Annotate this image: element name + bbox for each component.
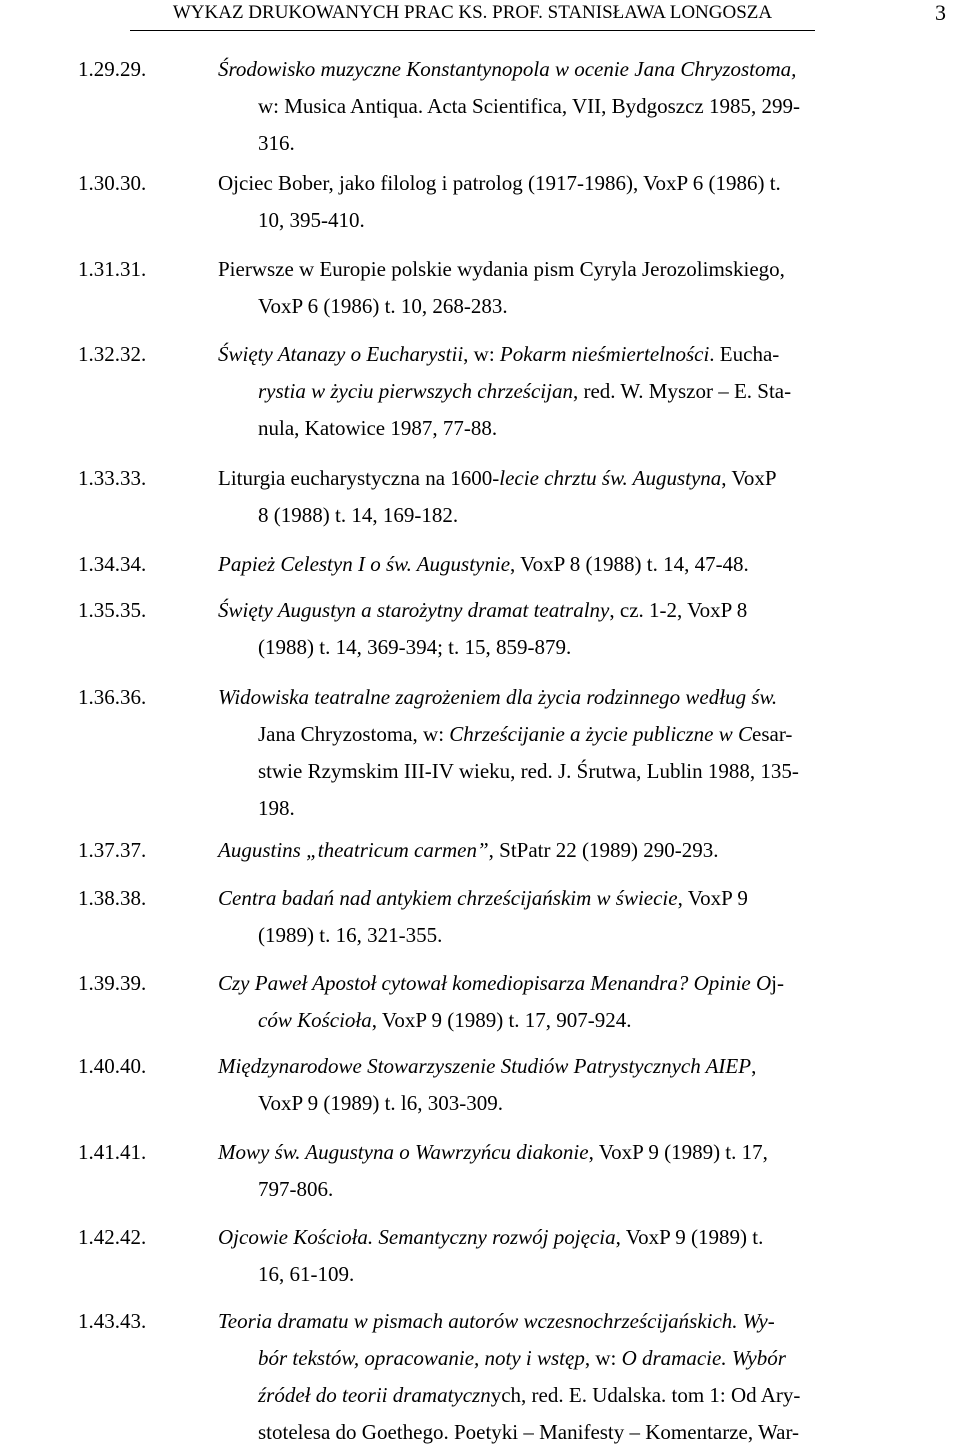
entry-line xyxy=(218,497,902,534)
entry-text xyxy=(218,1303,902,1451)
entry-line xyxy=(218,1340,902,1377)
entry-line xyxy=(218,1377,902,1414)
entry-text xyxy=(218,165,902,239)
text-segment: 8 (1988) t. 14, 169-182. xyxy=(258,503,459,527)
italic-title-segment: ców Kościoła xyxy=(258,1008,372,1032)
entry-line xyxy=(218,1048,902,1085)
text-segment: VoxP 6 (1986) t. 10, 268-283. xyxy=(258,294,508,318)
text-segment: j- xyxy=(771,971,784,995)
entry-number: 1.29.29. xyxy=(78,57,147,81)
entry-line xyxy=(218,790,902,827)
entry-line xyxy=(218,88,902,125)
italic-title-segment: Środowisko muzyczne Konstantynopola w ocenie Jana Chryzostoma, xyxy=(218,57,797,81)
italic-title-segment: Papież Celestyn I o św. Augustynie xyxy=(218,552,511,576)
entry-number: 1.41.41. xyxy=(78,1140,147,1164)
text-segment: , VoxP 8 (1988) t. 14, 47-48. xyxy=(510,552,749,576)
italic-title-segment: Widowiska teatralne zagrożeniem dla życia rodzinnego według św. xyxy=(218,685,778,709)
text-segment: (1988) t. 14, 369-394; t. 15, 859-879. xyxy=(258,635,572,659)
entry-text xyxy=(218,880,902,954)
text-segment: 316. xyxy=(258,131,295,155)
entry-line xyxy=(218,1134,902,1171)
entry-line xyxy=(218,832,902,869)
text-segment: Pierwsze w Europie polskie wydania pism Cyryla Jerozolimskiego, xyxy=(218,257,785,281)
entry-text xyxy=(218,1048,902,1122)
text-segment: . Eucha- xyxy=(709,342,780,366)
entry-text xyxy=(218,336,902,447)
entry-line xyxy=(218,1002,902,1039)
entry-line xyxy=(218,288,902,325)
text-segment: , w: xyxy=(584,1346,622,1370)
text-segment: , VoxP 9 (1989) t. 17, 907-924. xyxy=(371,1008,632,1032)
entry-line xyxy=(218,1219,902,1256)
text-segment: Ojciec Bober, jako filolog i patrolog (1917-1986), VoxP 6 (1986) t. xyxy=(218,171,781,195)
text-segment: , VoxP xyxy=(721,466,777,490)
text-segment: 10, 395-410. xyxy=(258,208,365,232)
text-segment: 198. xyxy=(258,796,295,820)
italic-title-segment: rystia w życiu pierwszych chrześcijan xyxy=(258,379,573,403)
entry-line xyxy=(218,917,902,954)
entry-line xyxy=(218,753,902,790)
entry-line xyxy=(218,460,902,497)
entry-line xyxy=(218,592,902,629)
entry-number: 1.39.39. xyxy=(78,971,147,995)
text-segment: , StPatr 22 (1989) 290-293. xyxy=(488,838,719,862)
entry-line xyxy=(218,679,902,716)
italic-title-segment: Święty Atanazy o Eucharystii xyxy=(218,342,464,366)
entry-line xyxy=(218,410,902,447)
text-segment: w: Musica Antiqua. Acta Scientifica, VII, Bydgoszcz 1985, 299- xyxy=(258,94,801,118)
text-segment: nula, Katowice 1987, 77-88. xyxy=(258,416,498,440)
text-segment: , VoxP 9 (1989) t. 17, xyxy=(588,1140,768,1164)
text-segment: ych, red. E. Udalska. tom 1: Od Ary- xyxy=(490,1383,801,1407)
text-segment: Jana Chryzostoma, w: xyxy=(258,722,450,746)
entry-text xyxy=(218,460,902,534)
entry-line xyxy=(218,880,902,917)
running-header: WYKAZ DRUKOWANYCH PRAC KS. PROF. STANISŁAWA LONGOSZA xyxy=(130,0,815,31)
entry-line xyxy=(218,202,902,239)
entry-number: 1.33.33. xyxy=(78,466,147,490)
entry-line xyxy=(218,546,902,583)
entry-text xyxy=(218,51,902,162)
italic-title-segment: Czy Paweł Apostoł cytował komediopisarza Menandra? Opinie O xyxy=(218,971,772,995)
entry-number: 1.37.37. xyxy=(78,838,147,862)
italic-title-segment: Teoria dramatu w pismach autorów wczesnochrześcijańskich. Wy- xyxy=(218,1309,775,1333)
entry-line xyxy=(218,125,902,162)
entry-line xyxy=(218,165,902,202)
page-number: 3 xyxy=(935,0,946,25)
entry-line xyxy=(218,1171,902,1208)
entry-line xyxy=(218,1085,902,1122)
italic-title-segment: Mowy św. Augustyna o Wawrzyńcu diakonie xyxy=(218,1140,589,1164)
text-segment: Liturgia eucharystyczna na 1600- xyxy=(218,466,500,490)
text-segment: , red. W. Myszor – E. Sta- xyxy=(572,379,792,403)
entry-line xyxy=(218,965,902,1002)
entry-text xyxy=(218,1134,902,1208)
text-segment: 797-806. xyxy=(258,1177,334,1201)
entry-line xyxy=(218,251,902,288)
entry-number: 1.40.40. xyxy=(78,1054,147,1078)
entry-line xyxy=(218,1414,902,1451)
text-segment: VoxP 9 (1989) t. l6, 303-309. xyxy=(258,1091,504,1115)
entry-number: 1.36.36. xyxy=(78,685,147,709)
entry-line xyxy=(218,716,902,753)
italic-title-segment: Międzynarodowe Stowarzyszenie Studiów Patrystycznych AIEP xyxy=(218,1054,752,1078)
italic-title-segment: lecie chrztu św. Augustyna xyxy=(499,466,722,490)
entry-line xyxy=(218,1256,902,1293)
text-segment: stotelesa do Goethego. Poetyki – Manifesty – Komentarze, War- xyxy=(258,1420,800,1444)
entry-number: 1.35.35. xyxy=(78,598,147,622)
italic-title-segment: Ojcowie Kościoła. Semantyczny rozwój pojęcia xyxy=(218,1225,616,1249)
entry-line xyxy=(218,1303,902,1340)
entry-text xyxy=(218,965,902,1039)
entry-text xyxy=(218,679,902,827)
italic-title-segment: Chrześcijanie a życie publiczne w C xyxy=(449,722,753,746)
italic-title-segment: Centra badań nad antykiem chrześcijańskim w świecie xyxy=(218,886,678,910)
entry-text xyxy=(218,251,902,325)
entry-line xyxy=(218,336,902,373)
entry-number: 1.30.30. xyxy=(78,171,147,195)
italic-title-segment: Augustins „theatricum carmen” xyxy=(218,838,489,862)
entry-number: 1.32.32. xyxy=(78,342,147,366)
italic-title-segment: O dramacie. Wybór xyxy=(621,1346,786,1370)
text-segment: stwie Rzymskim III-IV wieku, red. J. Śrutwa, Lublin 1988, 135- xyxy=(258,759,799,783)
entry-number: 1.43.43. xyxy=(78,1309,147,1333)
text-segment: , VoxP 9 xyxy=(677,886,748,910)
italic-title-segment: bór tekstów, opracowanie, noty i wstęp xyxy=(258,1346,585,1370)
text-segment: (1989) t. 16, 321-355. xyxy=(258,923,443,947)
entry-line xyxy=(218,373,902,410)
text-segment: esar- xyxy=(752,722,793,746)
text-segment: , xyxy=(751,1054,757,1078)
entry-number: 1.31.31. xyxy=(78,257,147,281)
italic-title-segment: Pokarm nieśmiertelności xyxy=(499,342,710,366)
text-segment: , VoxP 9 (1989) t. xyxy=(615,1225,764,1249)
entry-text xyxy=(218,592,902,666)
text-segment: 16, 61-109. xyxy=(258,1262,355,1286)
entry-number: 1.42.42. xyxy=(78,1225,147,1249)
text-segment: , cz. 1-2, VoxP 8 xyxy=(609,598,748,622)
entry-text xyxy=(218,1219,902,1293)
italic-title-segment: Święty Augustyn a starożytny dramat teatralny xyxy=(218,598,610,622)
entry-line xyxy=(218,51,902,88)
entry-text xyxy=(218,832,902,869)
italic-title-segment: źródeł do teorii dramatyczn xyxy=(258,1383,491,1407)
entry-number: 1.38.38. xyxy=(78,886,147,910)
entry-number: 1.34.34. xyxy=(78,552,147,576)
entry-line xyxy=(218,629,902,666)
text-segment: , w: xyxy=(463,342,500,366)
entry-text xyxy=(218,546,902,583)
